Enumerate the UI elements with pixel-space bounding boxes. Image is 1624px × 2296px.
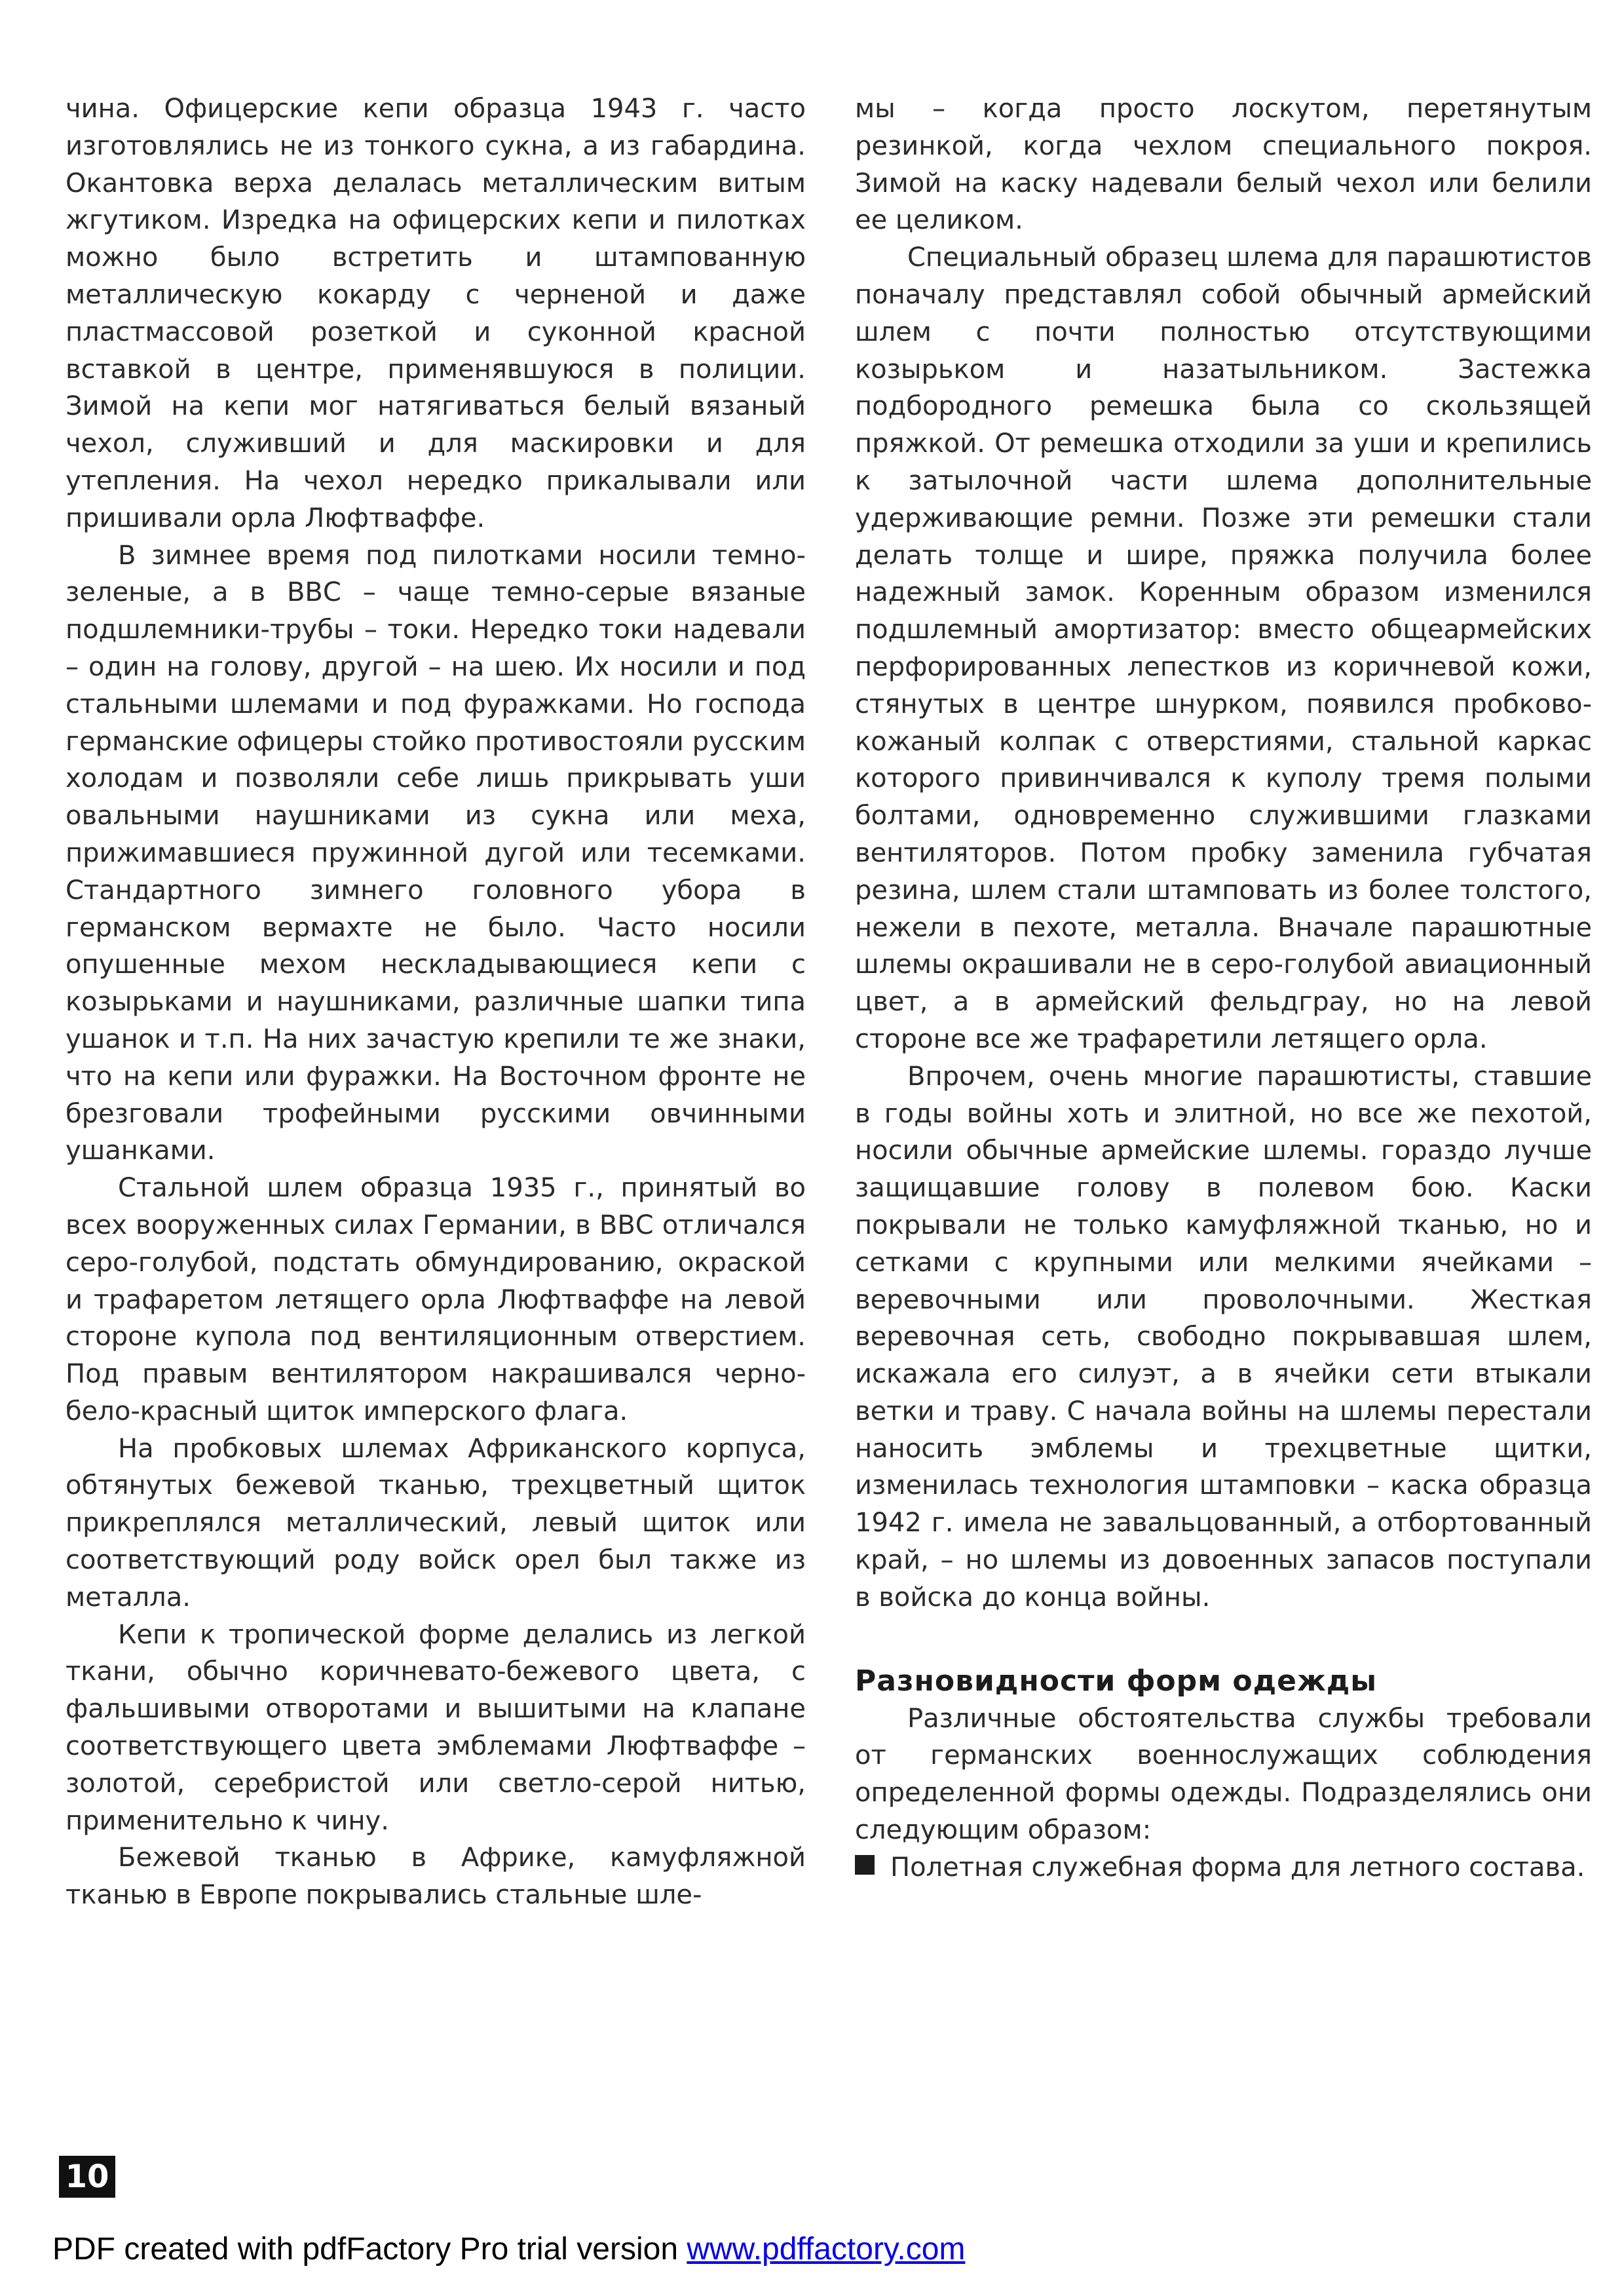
paragraph: мы – когда просто лоскутом, перетянутым резинкой, когда чехлом специального покроя. Зимой на каску надевали белый чехол или белили ее целиком.: [855, 94, 1592, 236]
paragraph: В зимнее время под пилотками носили темно-зеленые, а в ВВС – чаще темно-серые вязаные подшлемники-трубы – токи. Нередко токи надевали – один на голову, другой – на шею. Их носили и под стальными шлемами и под фуражками. Но господа германские офицеры стойко противостояли русским холодам и позволяли себе лишь прикрывать уши овальными наушниками из сукна или меха, прижимавшиеся пружинной дугой или тесемками. Стандартного зимнего головного убора в германском вермахте не было. Часто носили опушенные мехом нескладывающиеся кепи с козырьками и наушниками, различные шапки типа ушанок и т.п. На них зачастую крепили те же знаки, что на кепи или фуражки. На Восточном фронте не брезговали трофейными русскими овчинными ушанками.: [66, 540, 806, 1166]
pdf-footer: [52, 2231, 965, 2267]
footer-text: PDF created with pdfFactory Pro trial version: [52, 2232, 687, 2267]
paragraph: Бежевой тканью в Африке, камуфляжной тканью в Европе покрывались стальные шле-: [66, 1843, 806, 1911]
paragraph: Специальный образец шлема для парашютистов поначалу представлял собой обычный армейский шлем с почти полностью отсутствующими козырьком и назатыльником. Застежка подбородного ремешка была со скользящей пряжкой. От ремешка отходили за уши и крепились к затылочной части шлема дополнительные удерживающие ремни. Позже эти ремешки стали делать толще и шире, пряжка получила более надежный замок. Коренным образом изменился подшлемный амортизатор: вместо общеармейских перфорированных лепестков из коричневой кожи, стянутых в центре шнурком, появился пробково-кожаный колпак с отверстиями, стальной каркас которого привинчивался к куполу тремя полыми болтами, одновременно служившими глазками вентиляторов. Потом пробку заменила губчатая резина, шлем стали штамповать из более толстого, нежели в пехоте, металла. Вначале парашютные шлемы окрашивали не в серо-голубой авиационный цвет, а в армейский фельдграу, но на левой стороне все же трафаретили летящего орла.: [855, 242, 1592, 1054]
paragraph: чина. Офицерские кепи образца 1943 г. часто изготовлялись не из тонкого сукна, а из габардина. Окантовка верха делалась металлическим витым жгутиком. Изредка на офицерских кепи и пилотках можно было встретить и штампованную металлическую кокарду с черненой и даже пластмассовой розеткой и суконной красной вставкой в центре, применявшуюся в полиции. Зимой на кепи мог натягиваться белый вязаный чехол, служивший и для маскировки и для утепления. На чехол нередко прикалывали или пришивали орла Люфтваффе.: [66, 94, 806, 533]
paragraph: Впрочем, очень многие парашютисты, ставшие в годы войны хоть и элитной, но все же пехотой, носили обычные армейские шлемы. гораздо лучше защищавшие голову в полевом бою. Каски покрывали не только камуфляжной тканью, но и сетками с крупными или мелкими ячейками – веревочными или проволочными. Жесткая веревочная сеть, свободно покрывавшая шлем, искажала его силуэт, а в ячейки сети втыкали ветки и траву. С начала войны на шлемы перестали наносить эмблемы и трехцветные щитки, изменилась технология штамповки – каска образца 1942 г. имела не завальцованный, а отбортованный край, – но шлемы из довоенных запасов поступали в войска до конца войны.: [855, 1061, 1592, 1613]
paragraph: Кепи к тропической форме делались из легкой ткани, обычно коричневато-бежевого цвета, с фальшивыми отворотами и вышитыми на клапане соответствующего цвета эмблемами Люфтваффе – золотой, серебристой или светло-серой нитью, применительно к чину.: [66, 1619, 806, 1836]
bullet-item: [855, 1849, 1592, 1886]
left-column: [66, 90, 806, 1914]
footer-link[interactable]: www.pdffactory.com: [687, 2232, 966, 2267]
paragraph: На пробковых шлемах Африканского корпуса, обтянутых бежевой тканью, трехцветный щиток прикреплялся металлический, левый щиток или соответствующий роду войск орел был также из металла.: [66, 1433, 806, 1613]
section-heading: Разновидности форм одежды: [855, 1664, 1378, 1698]
page-number: 10: [59, 2156, 115, 2198]
right-column: [855, 90, 1592, 1886]
paragraph: Стальной шлем образца 1935 г., принятый во всех вооруженных силах Германии, в ВВС отличался серо-голубой, подстать обмундированию, окраской и трафаретом летящего орла Люфтваффе на левой стороне купола под вентиляционным отверстием. Под правым вентилятором накрашивался черно-бело-красный щиток имперского флага.: [66, 1173, 806, 1426]
bullet-text: Полетная служебная форма для летного состава.: [890, 1852, 1585, 1883]
square-bullet-icon: [855, 1855, 875, 1875]
paragraph: Различные обстоятельства службы требовали от германских военнослужащих соблюдения определенной формы одежды. Подразделялись они следующим образом:: [855, 1703, 1592, 1846]
